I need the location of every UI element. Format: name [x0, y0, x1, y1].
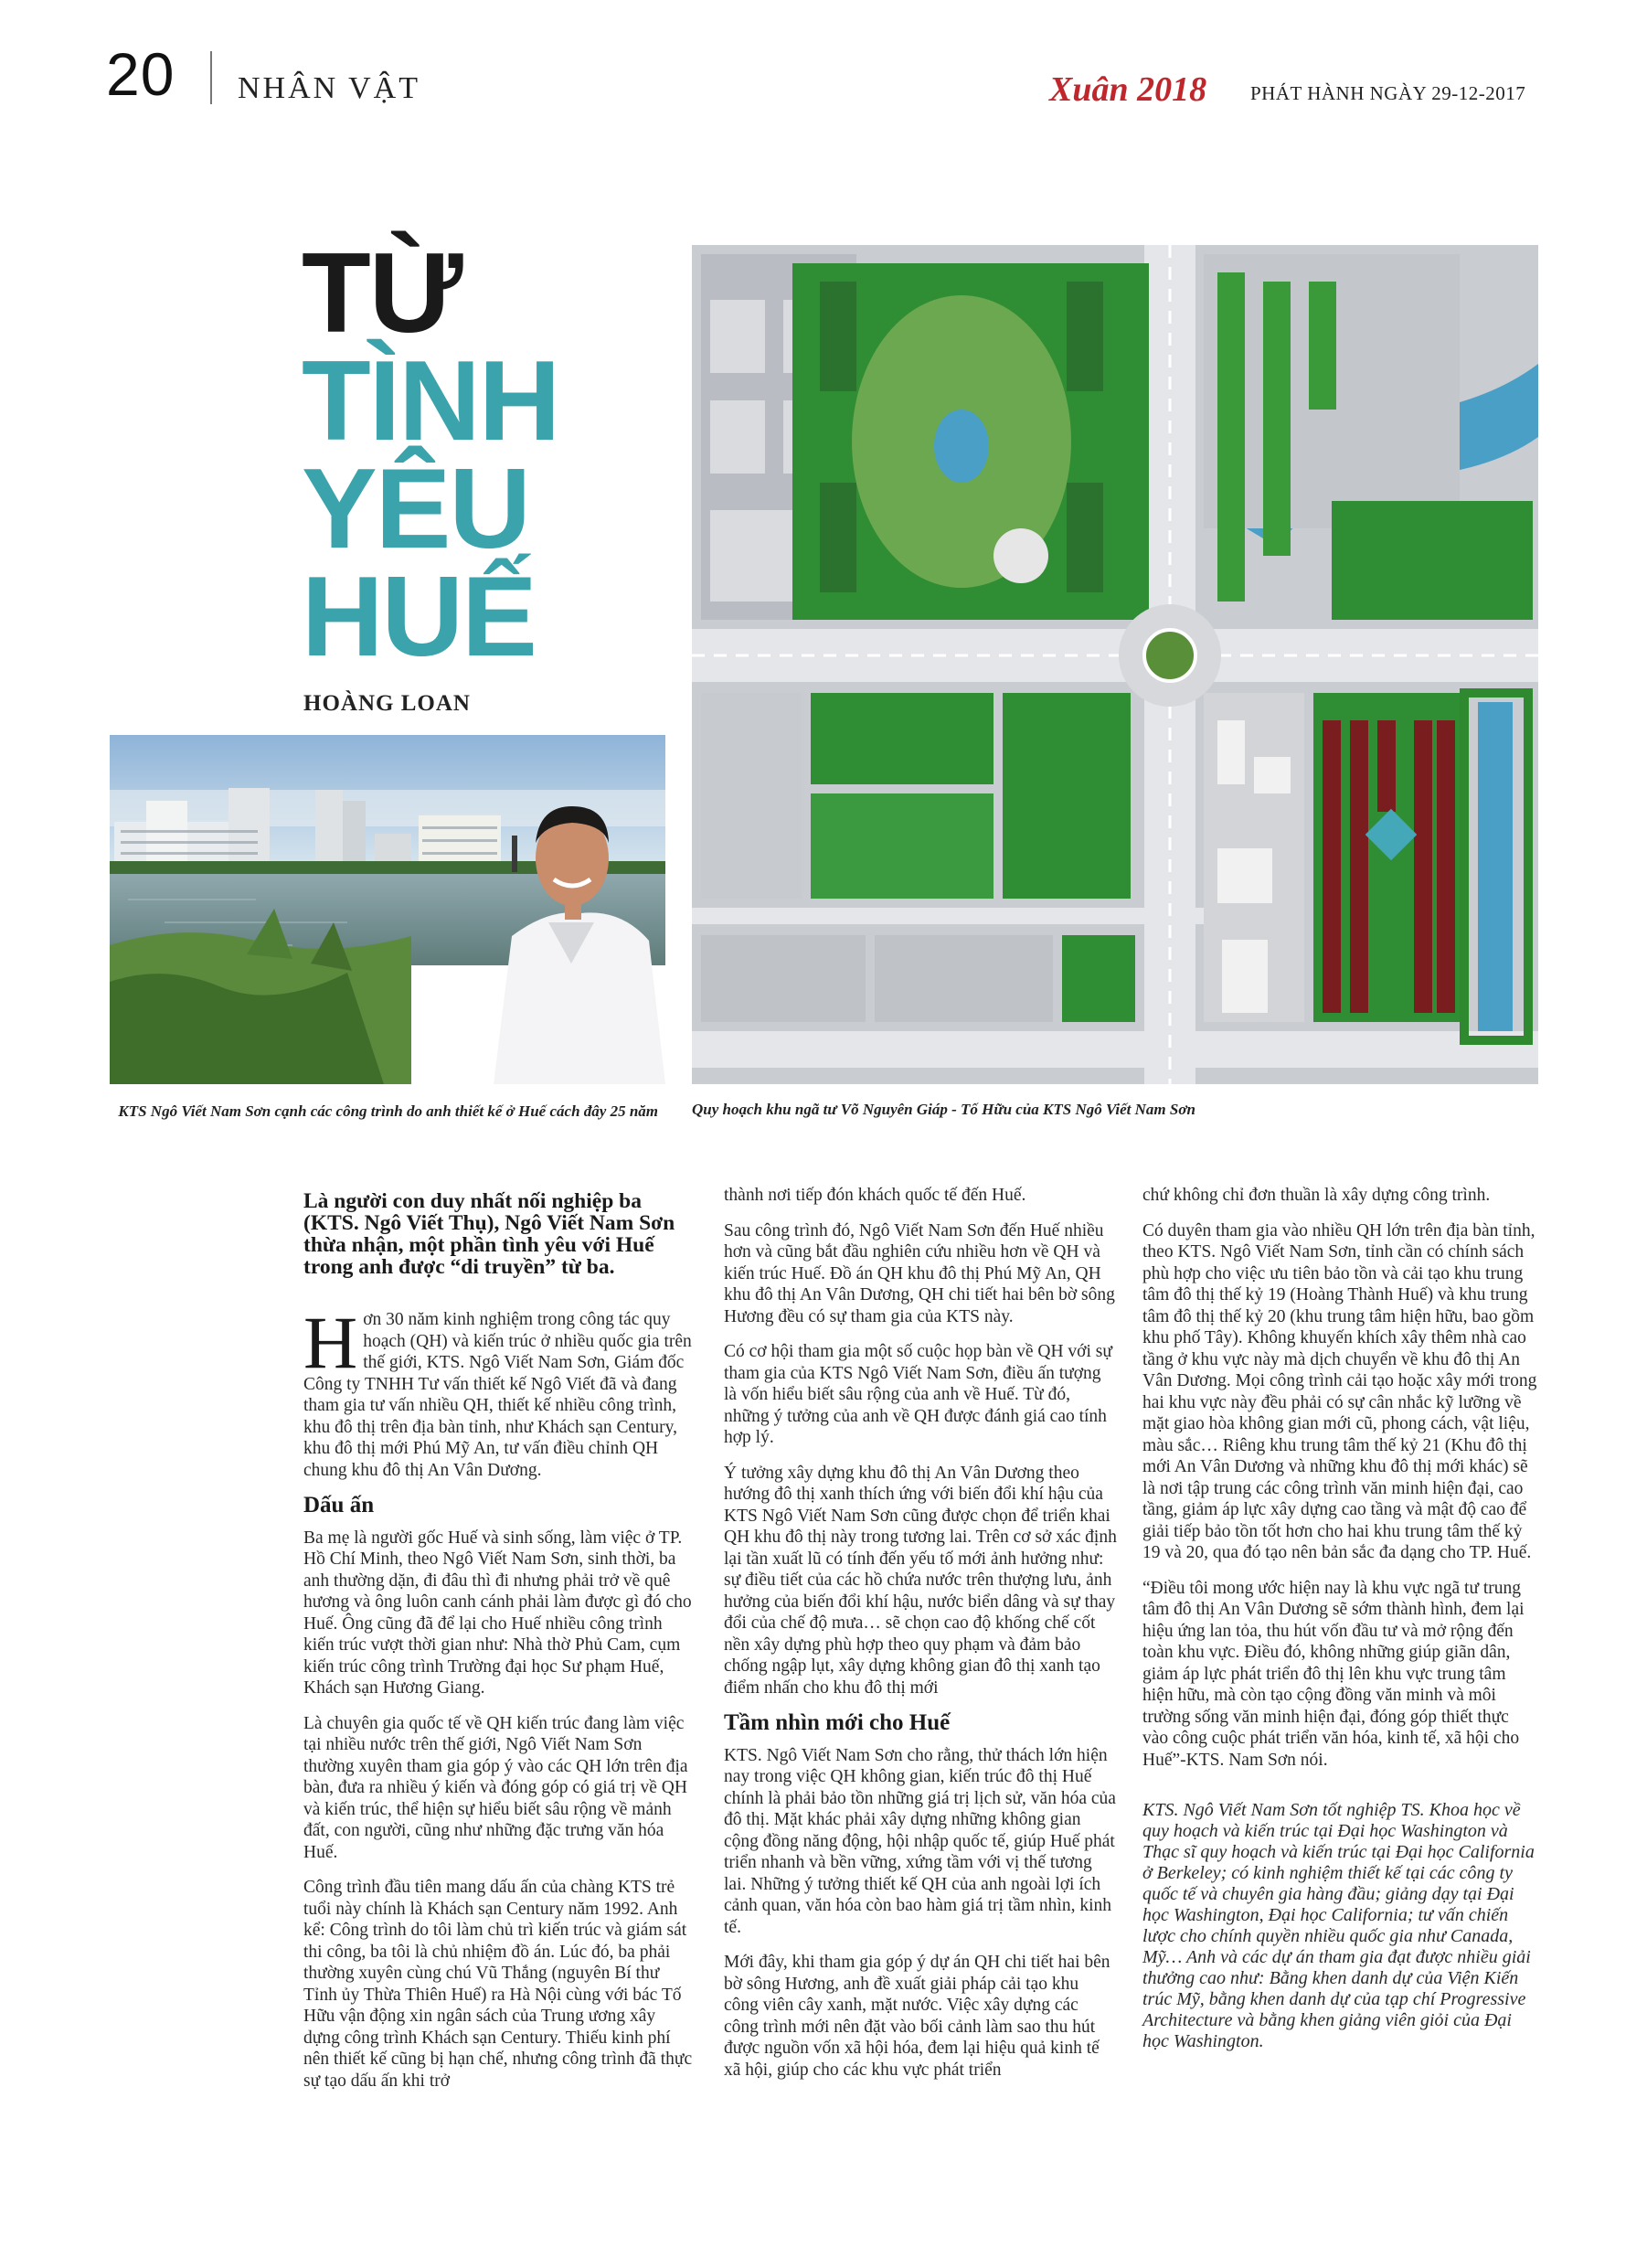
- issue-date: PHÁT HÀNH NGÀY 29-12-2017: [1250, 82, 1526, 104]
- drop-cap: H: [303, 1301, 358, 1384]
- header-divider: [210, 51, 212, 104]
- map-caption: Quy hoạch khu ngã tư Võ Nguyên Giáp - Tố Hữu của KTS Ngô Viết Nam Sơn: [692, 1101, 1195, 1118]
- issue-name: Xuân 2018: [1049, 70, 1207, 109]
- paragraph-2: Ba mẹ là người gốc Huế và sinh sống, làm việc ở TP. Hồ Chí Minh, theo Ngô Viết Nam Sơn, sinh thời, ba anh thường dặn, đi đâu thì đi nhưng phải trở về quê hương và ông luôn canh cánh phải làm được gì đó cho Huế. Ông cũng đã để lại cho Huế nhiều công trình kiến trúc vượt thời gian như: Nhà thờ Phủ Cam, cụm kiến trúc công trình Trường đại học Sư phạm Huế, Khách sạn Hương Giang.: [303, 1528, 692, 1698]
- author-bio: KTS. Ngô Viết Nam Sơn tốt nghiệp TS. Khoa học về quy hoạch và kiến trúc tại Đại học Washington và Thạc sĩ quy hoạch và kiến trúc tại Đại học California ở Berkeley; có kinh nghiệm thiết kế tại các công ty quốc tế và chuyên gia hàng đầu; giảng dạy tại Đại học Washington, Đại học California; tư vấn chiến lược cho chính quyền nhiều quốc gia như Canada, Mỹ… Anh và các dự án tham gia đạt được nhiều giải thưởng cao như: Bằng khen danh dự của Viện Kiến trúc Mỹ, bằng khen danh dự của tạp chí Progressive Architecture và bằng khen giảng viên giỏi của Đại học Washington.: [1142, 1800, 1535, 2051]
- paragraph-10: Mới đây, khi tham gia góp ý dự án QH chi tiết hai bên bờ sông Hương, anh đề xuất giải pháp cải tạo khu công viên cây xanh, mặt nước. Việc xây dựng các công trình mới nên đặt vào bối cảnh làm sao thu hút được nguồn vốn xã hội hóa, đem lại hiệu quả kinh tế xã hội, giúp cho các khu vực phát triển: [724, 1953, 1110, 2080]
- paragraph-8: Ý tưởng xây dựng khu đô thị An Vân Dương theo hướng đô thị xanh thích ứng với biến đổi khí hậu của KTS Ngô Viết Nam Sơn cũng được chọn để triển khai QH khu đô thị này trong tương lai. Trên cơ sở xác định lại tần xuất lũ có tính đến yếu tố mới ảnh hưởng như: sự điều tiết của các hồ chứa nước trên thượng lưu, ảnh hưởng của biến đổi khí hậu, nước biển dâng và sự thay đổi của chế độ mưa… sẽ chọn cao độ khống chế cốt nền xây dựng phù hợp theo quy phạm và đảm bảo chống ngập lụt, xây dựng không gian đô thị xanh tạo điểm nhấn cho khu đô thị mới: [724, 1463, 1117, 1698]
- author-byline: HOÀNG LOAN: [303, 691, 471, 716]
- title-line-4: HUẾ: [302, 554, 536, 680]
- paragraph-7: Có cơ hội tham gia một số cuộc họp bàn về QH với sự tham gia của KTS Ngô Viết Nam Sơn, điều ấn tượng là vốn hiểu biết sâu rộng của anh về Huế. Từ đó, những ý tưởng của anh về QH được đánh giá cao tính hợp lý.: [724, 1342, 1112, 1447]
- article-column-3: [1142, 1185, 1537, 2066]
- section-title: NHÂN VẬT: [238, 71, 420, 105]
- paragraph-5: thành nơi tiếp đón khách quốc tế đến Huế.: [724, 1186, 1026, 1205]
- paragraph-13: “Điều tôi mong ước hiện nay là khu vực ngã tư trung tâm đô thị An Vân Dương sẽ sớm thành hình, đem lại hiệu ứng lan tỏa, thu hút vốn đầu tư và mở rộng đến toàn khu vực. Điều đó, không những giúp giãn dân, giảm áp lực phát triển đô thị lên khu vực trung tâm hiện hữu, mà còn tạo cộng đồng văn minh và môi trường sống văn minh hiện đại, đóng góp thiết thực vào công cuộc phát triển văn hóa, kinh tế, xã hội cho Huế”-KTS. Nam Sơn nói.: [1142, 1578, 1525, 1770]
- photo-caption: KTS Ngô Viết Nam Sơn cạnh các công trình do anh thiết kế ở Huế cách đây 25 năm: [118, 1102, 658, 1120]
- paragraph-11: chứ không chỉ đơn thuần là xây dựng công trình.: [1142, 1186, 1491, 1205]
- paragraph-6: Sau công trình đó, Ngô Viết Nam Sơn đến Huế nhiều hơn và cũng bắt đầu nghiên cứu nhiều hơn về QH và kiến trúc Huế. Đồ án QH khu đô thị Phú Mỹ An, QH khu đô thị An Vân Dương, QH chi tiết hai bên bờ sông Hương đều có sự tham gia của KTS này.: [724, 1220, 1115, 1326]
- planning-map: [692, 245, 1538, 1084]
- paragraph-1-text: ơn 30 năm kinh nghiệm trong công tác quy hoạch (QH) và kiến trúc ở nhiều quốc gia trên thế giới, KTS. Ngô Viết Nam Sơn, Giám đốc Công ty TNHH Tư vấn thiết kế Ngô Viết đã và đang tham gia tư vấn nhiều QH, thiết kế nhiều công trình, khu đô thị trên địa bàn tỉnh, như Khách sạn Century, khu đô thị mới Phú Mỹ An, tư vấn điều chỉnh QH chung khu đô thị An Vân Dương.: [303, 1310, 692, 1480]
- page-number: 20: [106, 40, 175, 108]
- paragraph-9: KTS. Ngô Viết Nam Sơn cho rằng, thử thách lớn hiện nay trong việc QH không gian, kiến trúc đô thị Huế chính là phải bảo tồn những giá trị lịch sử, văn hóa của đô thị. Mặt khác phải xây dựng những không gian cộng đồng năng động, hội nhập quốc tế, giúp Huế phát triển nhanh và bền vững, xứng tầm với vị thế tương lai. Những ý tưởng thiết kế QH của anh ngoài lợi ích cảnh quan, văn hóa còn bao hàm giá trị tầm nhìn, kinh tế.: [724, 1745, 1116, 1937]
- article-lead: Là người con duy nhất nối nghiệp ba (KTS. Ngô Viết Thụ), Ngô Viết Nam Sơn thừa nhận, một phần tình yêu với Huế trong anh được “di truyền” từ ba.: [303, 1189, 675, 1279]
- paragraph-12: Có duyên tham gia vào nhiều QH lớn trên địa bàn tỉnh, theo KTS. Ngô Viết Nam Sơn, tỉnh cần có chính sách phù hợp cho việc ưu tiên bảo tồn và cải tạo khu trung tâm đô thị thế kỷ 19 (Hoàng Thành Huế) và khu trung tâm đô thị thế kỷ 20 (khu trung tâm hiện hữu, bao gồm khu phố Tây). Không khuyến khích xây thêm nhà cao tầng ở khu vực này mà dịch chuyển về khu đô thị An Vân Dương. Mọi công trình cải tạo hoặc xây mới trong hai khu vực này đều phải có sự cân nhắc kỹ lưỡng về mặt giao hòa không gian mới cũ, phong cách, vật liệu, màu sắc… Riêng khu trung tâm thế kỷ 21 (Khu đô thị mới An Vân Dương và những khu đô thị mới khác) sẽ là nơi tập trung các công trình văn minh hiện đại, cao tầng, giảm áp lực xây dựng cao tầng và mật độ cao để giải tiếp bảo tồn tốt hơn cho hai khu trung tâm thế kỷ 19 và 20, qua đó tạo nên bản sắc đa dạng cho TP. Huế.: [1142, 1220, 1537, 1562]
- map-illustration: [692, 245, 1538, 1084]
- subheading-tam-nhin: Tầm nhìn mới cho Huế: [724, 1710, 951, 1735]
- article-title: [302, 230, 559, 680]
- title-line-2: TÌNH: [302, 338, 559, 464]
- portrait-photo: [110, 735, 665, 1084]
- photo-illustration: [110, 735, 665, 1084]
- paragraph-4: Công trình đầu tiên mang dấu ấn của chàng KTS trẻ tuổi này chính là Khách sạn Century năm 1992. Anh kể: Công trình do tôi làm chủ trì kiến trúc và giám sát thi công, ba tôi là chủ nhiệm đồ án. Lúc đó, ba phải thường xuyên cùng chú Vũ Thắng (nguyên Bí thư Tỉnh ủy Thừa Thiên Huế) ra Hà Nội cùng với bác Tố Hữu vận động xin ngân sách của Trung ương xây dựng công trình Khách sạn Century. Thiếu kinh phí nên thiết kế cũng bị hạn chế, nhưng công trình đã thực sự tạo dấu ấn khi trở: [303, 1878, 693, 2091]
- paragraph-1: [303, 1301, 695, 1481]
- title-line-3: YÊU: [302, 446, 529, 572]
- title-line-1: TỪ: [302, 230, 462, 357]
- paragraph-3: Là chuyên gia quốc tế về QH kiến trúc đang làm việc tại nhiều nước trên thế giới, Ngô Viết Nam Sơn thường xuyên tham gia góp ý vào các QH lớn trên địa bàn, đưa ra nhiều ý kiến và đóng góp có giá trị về QH và kiến trúc, thể hiện sự hiểu biết sâu rộng về mảnh đất, con người, cũng như những đặc trưng văn hóa Huế.: [303, 1713, 688, 1862]
- subheading-dau-an: Dấu ấn: [303, 1493, 375, 1517]
- article-column-1: [303, 1190, 695, 2105]
- article-column-2: [724, 1185, 1117, 2094]
